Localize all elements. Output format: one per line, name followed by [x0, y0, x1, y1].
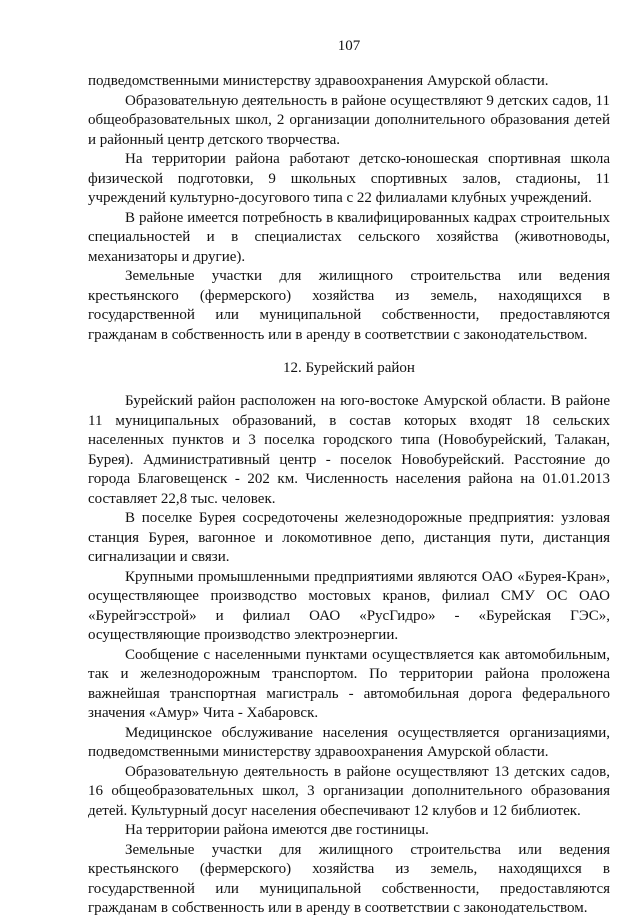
paragraph-district-overview: Бурейский район расположен на юго-востоке Амурской области. В районе 11 муниципальных образований, в состав которых входят 18 сельских населенных пунктов и 3 поселка городского типа (Новобурейский, Талакан, Бурея). Административный центр - поселок Новобурейский. Расстояние до города Благовещенск - 202 км. Численность населения района на 01.01.2013 составляет 22,8 тыс. человек. — [88, 393, 610, 507]
paragraph-hotels: На территории района имеются две гостиницы. — [125, 822, 429, 838]
paragraph-transport: Сообщение с населенными пунктами осуществляется как автомобильным, так и железнодорожным транспортом. По территории района проложена важнейшая транспортная магистраль - автомобильная дорога федерального значения «Амур» Чита - Хабаровск. — [88, 646, 610, 721]
section-title: 12. Бурейский район — [283, 360, 415, 376]
paragraph-sports-culture: На территории района работают детско-юношеская спортивная школа физической подготовки, 9 школьных спортивных залов, стадионы, 11 учреждений культурно-досугового типа с 22 филиалами клубных учреждений. — [88, 151, 610, 206]
paragraph-education: Образовательную деятельность в районе осуществляют 13 детских садов, 16 общеобразовательных школ, 3 организации дополнительного образования детей. Культурный досуг населения обеспечивают 12 клубов и 12 библиотек. — [88, 763, 610, 819]
paragraph-education: Образовательную деятельность в районе осуществляют 9 детских садов, 11 общеобразовательных школ, 2 организации дополнительного образования детей и районный центр детского творчества. — [88, 92, 610, 148]
paragraph-industry: Крупными промышленными предприятиями являются ОАО «Бурея-Кран», осуществляющее производство мостовых кранов, филиал СМУ ОС ОАО «Бурейгэсстрой» и филиал ОАО «РусГидро» - «Бурейская ГЭС», осуществляющие производство электроэнергии. — [88, 568, 610, 643]
paragraph-continuation: подведомственными министерству здравоохранения Амурской области. — [88, 73, 549, 89]
paragraph-railway: В поселке Бурея сосредоточены железнодорожные предприятия: узловая станция Бурея, вагонное и локомотивное депо, дистанция пути, дистанция сигнализации и связи. — [88, 510, 610, 565]
document-body — [88, 72, 610, 919]
paragraph-land-plots: Земельные участки для жилищного строительства или ведения крестьянского (фермерского) хозяйства из земель, находящихся в государственной или муниципальной собственности, предоставляются гражданам в собственность или в аренду в соответствии с законодательством. — [88, 841, 610, 916]
paragraph-land-plots: Земельные участки для жилищного строительства или ведения крестьянского (фермерского) хозяйства из земель, находящихся в государственной или муниципальной собственности, предоставляются гражданам в собственность или в аренду в соответствии с законодательством. — [88, 268, 610, 343]
paragraph-staff-needs: В районе имеется потребность в квалифицированных кадрах строительных специальностей и в специалистах сельского хозяйства (животноводы, механизаторы и другие). — [88, 209, 610, 265]
page-number: 107 — [337, 38, 361, 54]
paragraph-medical: Медицинское обслуживание населения осуществляется организациями, подведомственными министерству здравоохранения Амурской области. — [88, 724, 610, 760]
